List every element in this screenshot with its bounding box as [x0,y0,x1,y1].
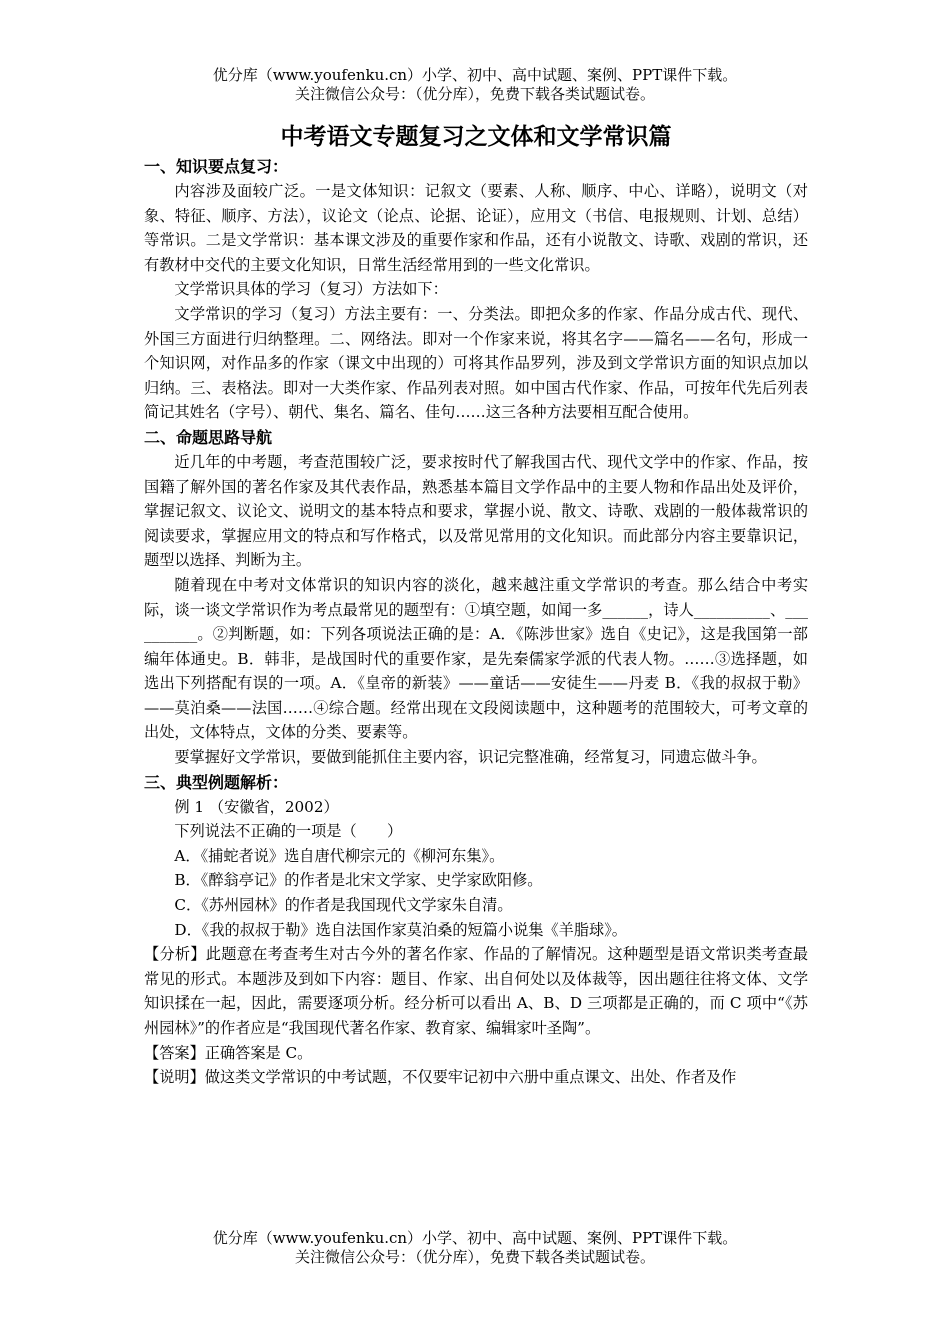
section-1-heading: 一、知识要点复习： [144,157,289,176]
section-2-paragraph-2: 随着现在中考对文体常识的知识内容的淡化，越来越注重文学常识的考查。那么结合中考实际，谈一谈文学常识作为考点最常见的题型有：①填空题，如闻一多______，诗人__________、__________。②判断题，如：下列各项说法正确的是：A．《陈涉世家》选自《史记》，这是我国第一部编年体通史。B．韩非，是战国时代的重要作家，是先秦儒家学派的代表人物。……③选择题，如选出下列搭配有误的一项。A．《皇帝的新装》——童话——安徒生——丹麦 B．《我的叔叔于勒》——莫泊桑——法国……④综合题。经常出现在文段阅读题中，这种题考的范围较大，可考文章的出处，文体特点，文体的分类、要素等。 [144,575,808,742]
answer-paragraph [144,1041,808,1066]
footer-line-2: 关注微信公众号：（优分库），免费下载各类试题试卷。 [294,1248,655,1266]
option-b: B．《醉翁亭记》的作者是北宋文学家、史学家欧阳修。 [174,871,543,890]
section-2-heading: 二、命题思路导航 [144,427,273,447]
note-paragraph [144,1065,808,1090]
section-3-heading: 三、典型例题解析： [144,772,289,792]
section-1-paragraph-1: 内容涉及面较广泛。一是文体知识：记叙文（要素、人称、顺序、中心、详略），说明文（对象、特征、顺序、方法），议论文（论点、论据、论证），应用文（书信、电报规则、计划、总结）等常识。二是文学常识：基本课文涉及的重要作家和作品，还有小说散文、诗歌、戏剧的常识，还有教材中交代的主要文化知识，日常生活经常用到的一些文化常识。 [144,182,808,274]
analysis-text: 此题意在考查考生对古今外的著名作家、作品的了解情况。这种题型是语文常识类考查最常见的形式。本题涉及到如下内容：题目、作家、出自何处以及体裁等，因出题往往将文体、文学知识揉在一起，因此，需要逐项分析。经分析可以看出 A、B、D 三项都是正确的，而 C 项中“《苏州园林》”的作者应是“我国现代著名作家、教育家、编辑家叶圣陶”。 [144,945,809,1037]
note-text: 做这类文学常识的中考试题，不仅要牢记初中六册中重点课文、出处、作者及作 [204,1068,737,1087]
option-d: D．《我的叔叔于勒》选自法国作家莫泊桑的短篇小说集《羊脂球》。 [174,920,627,939]
header-line-2: 关注微信公众号：（优分库），免费下载各类试题试卷。 [294,85,655,103]
page-footer [0,1229,950,1267]
section-1-paragraph-2: 文学常识具体的学习（复习）方法如下： [174,280,448,299]
document-body [144,120,808,1090]
section-2-paragraph-3: 要掌握好文学常识，要做到能抓住主要内容，识记完整准确，经常复习，同遗忘做斗争。 [174,748,767,767]
document-title: 中考语文专题复习之文体和文学常识篇 [280,124,672,150]
page-header [0,66,950,104]
analysis-paragraph [144,942,808,1040]
section-2-paragraph-1: 近几年的中考题，考查范围较广泛，要求按时代了解我国古代、现代文学中的作家、作品，按国籍了解外国的著名作家及其代表作品，熟悉基本篇目文学作品中的主要人物和作品出处及评价，掌握记叙文、议论文、说明文的基本特点和要求，掌握小说、散文、诗歌、戏剧的一般体裁常识的阅读要求，掌握应用文的特点和写作格式，以及常见常用的文化知识。而此部分内容主要靠识记，题型以选择、判断为主。 [144,452,808,570]
section-1-paragraph-3: 文学常识的学习（复习）方法主要有：一、分类法。即把众多的作家、作品分成古代、现代、外国三方面进行归纳整理。二、网络法。即对一个作家来说，将其名字——篇名——名句，形成一个知识网，对作品多的作家（课文中出现的）可将其作品罗列，涉及到文学常识方面的知识点加以归纳。三、表格法。即对一大类作家、作品列表对照。如中国古代作家、作品，可按年代先后列表简记其姓名（字号）、朝代、集名、篇名、佳句……这三各种方法要相互配合使用。 [144,304,808,422]
option-c: C．《苏州园林》的作者是我国现代文学家朱自清。 [174,896,513,915]
note-tag: 【说明】 [144,1068,205,1087]
answer-tag: 【答案】 [144,1043,205,1062]
header-line-1: 优分库（www.youfenku.cn）小学、初中、高中试题、案例、PPT课件下载。 [212,66,738,84]
answer-text: 正确答案是 C。 [204,1043,313,1062]
footer-line-1: 优分库（www.youfenku.cn）小学、初中、高中试题、案例、PPT课件下载。 [212,1229,738,1247]
option-a: A．《捕蛇者说》选自唐代柳宗元的《柳河东集》。 [174,846,505,865]
analysis-tag: 【分析】 [144,945,206,964]
example-question: 下列说法不正确的一项是（ ） [174,822,403,841]
example-label: 例 1 （安徽省，2002） [174,797,339,816]
